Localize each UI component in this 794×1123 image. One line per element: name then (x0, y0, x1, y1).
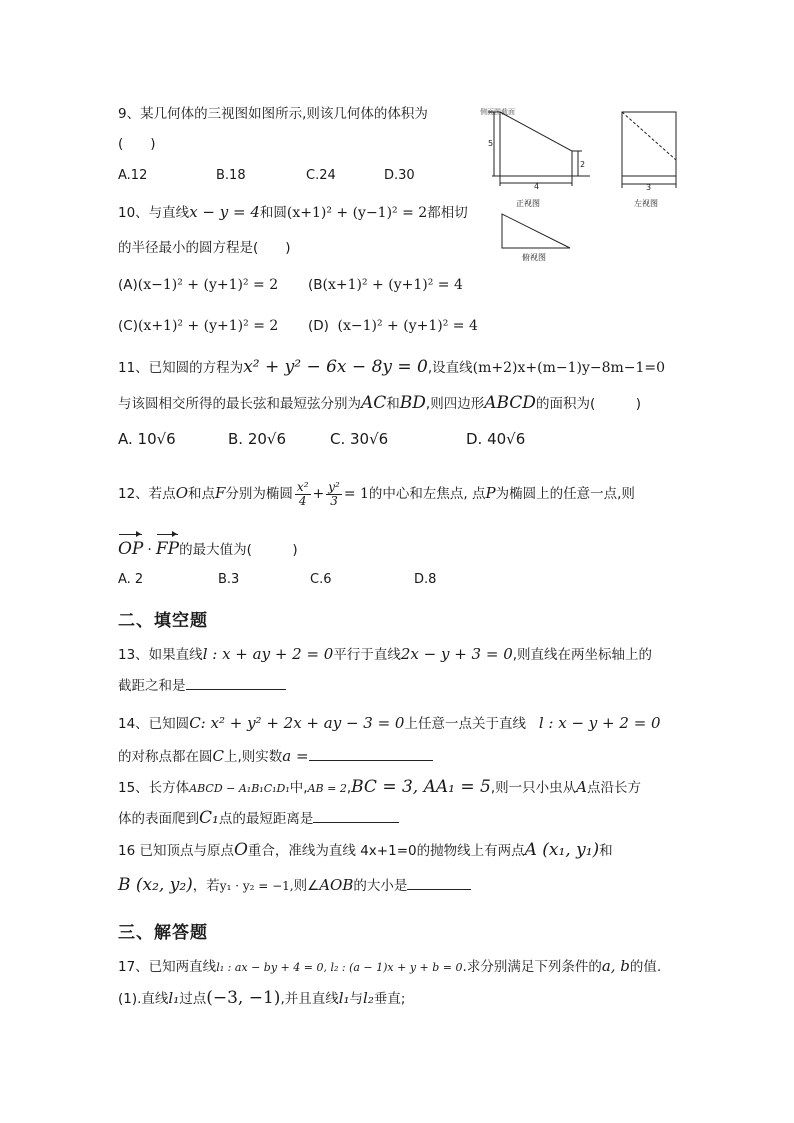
three-view-figure (478, 104, 688, 264)
q11-line2: 与该圆相交所得的最长弦和最短弦分别为AC和BD,则四边形ABCD的面积为( ) (118, 393, 641, 413)
q13-line2: 截距之和是 (118, 675, 286, 696)
q9-option-a: A.12 (118, 168, 148, 183)
q11-option-d: D. 40√6 (466, 430, 526, 448)
q15-line2: 体的表面爬到C₁点的最短距离是 (118, 808, 399, 829)
q9-option-b: B.18 (216, 168, 246, 183)
q10-line1: 10、与直线x − y = 4和圆(x+1)² + (y−1)² = 2都相切 (118, 203, 468, 221)
q14-answer-blank (309, 746, 433, 761)
q16-line2: B (x₂, y₂)，若y₁ · y₂ = −1,则∠AOB的大小是 (118, 875, 471, 896)
q14-line2: 的对称点都在圆C上,则实数a = (118, 746, 433, 767)
fraction-y2-3: $\frac{\text{y²}}{3}$ (328, 479, 340, 508)
q11-option-a: A. 10√6 (118, 430, 176, 448)
q10-option-a: (A)(x−1)² + (y+1)² = 2 (118, 277, 279, 293)
q12-option-c: C.6 (310, 572, 332, 587)
q9-text: 9、某几何体的三视图如图所示,则该几何体的体积为 (118, 106, 428, 122)
q17-line1: 17、已知两直线l₁ : ax − by + 4 = 0, l₂ : (a − 1)x + y + b = 0.求分别满足下列条件的a, b的值. (118, 957, 662, 975)
q11-line1: 11、已知圆的方程为x² + y² − 6x − 8y = 0,设直线(m+2)x+(m−1)y−8m−1=0 (118, 357, 666, 377)
q10-option-b: (B(x+1)² + (y+1)² = 4 (308, 277, 463, 293)
fraction-x2-4: $\frac{\text{x²}}{4}$ (296, 479, 309, 508)
q9-option-c: C.24 (306, 168, 336, 183)
q11-option-b: B. 20√6 (228, 430, 287, 448)
q10-option-d: (D) (x−1)² + (y+1)² = 4 (308, 318, 478, 334)
front-dim-2: 2 (580, 160, 586, 169)
q12-line1: 12、若点O和点F分别为椭圆 $\frac{\text{x²}}{4}$ + $\frac{\text{y²}}{3}$ = 1的中心和左焦点, 点P为椭圆上的任意一点,则 (118, 479, 635, 508)
front-dim-5: 5 (488, 139, 494, 148)
q17-sub1: (1).直线l₁过点(−3, −1),并且直线l₁与l₂垂直; (118, 988, 406, 1008)
q13-answer-blank (186, 675, 286, 690)
q10-option-c: (C)(x+1)² + (y+1)² = 2 (118, 318, 279, 334)
side-dim-3: 3 (646, 183, 652, 192)
q11-option-c: C. 30√6 (330, 430, 389, 448)
q15-line1: 15、长方体ABCD − A₁B₁C₁D₁中,AB = 2,BC = 3, AA₁ = 5,则一只小虫从A点沿长方 (118, 777, 641, 797)
top-view-label: 俯视图 (522, 253, 546, 262)
front-dim-4: 4 (534, 182, 540, 191)
front-view (488, 112, 590, 186)
q16-answer-blank (407, 875, 471, 890)
section-solution-heading: 三、解答题 (118, 923, 208, 943)
section-fill-in-heading: 二、填空题 (118, 611, 208, 631)
top-view (502, 214, 570, 248)
q12-option-a: A. 2 (118, 572, 144, 587)
q9-paren: ( ) (118, 136, 156, 152)
vector-op: OP (118, 532, 143, 562)
q12-option-b: B.3 (218, 572, 240, 587)
q13-line1: 13、如果直线l : x + ay + 2 = 0平行于直线2x − y + 3 = 0,则直线在两坐标轴上的 (118, 645, 653, 663)
q10-line2: 的半径最小的圆方程是( ) (118, 240, 291, 256)
q12-option-d: D.8 (414, 572, 437, 587)
side-view-label: 左视图 (634, 199, 658, 208)
q12-line2: OP · FP的最大值为( ) (118, 532, 298, 563)
q15-answer-blank (313, 808, 399, 823)
vector-fp: FP (156, 532, 179, 562)
front-view-label: 正视图 (516, 199, 540, 208)
q14-line1: 14、已知圆C: x² + y² + 2x + ay − 3 = 0上任意一点关于直线 l : x − y + 2 = 0 (118, 714, 661, 732)
side-view (622, 112, 676, 188)
q16-line1: 16 已知顶点与原点O重合，准线为直线 4x+1=0的抛物线上有两点A (x₁, y₁)和 (118, 840, 613, 860)
q9-option-d: D.30 (384, 168, 415, 183)
figure-corner-label: 侧面图截面 (480, 108, 515, 116)
